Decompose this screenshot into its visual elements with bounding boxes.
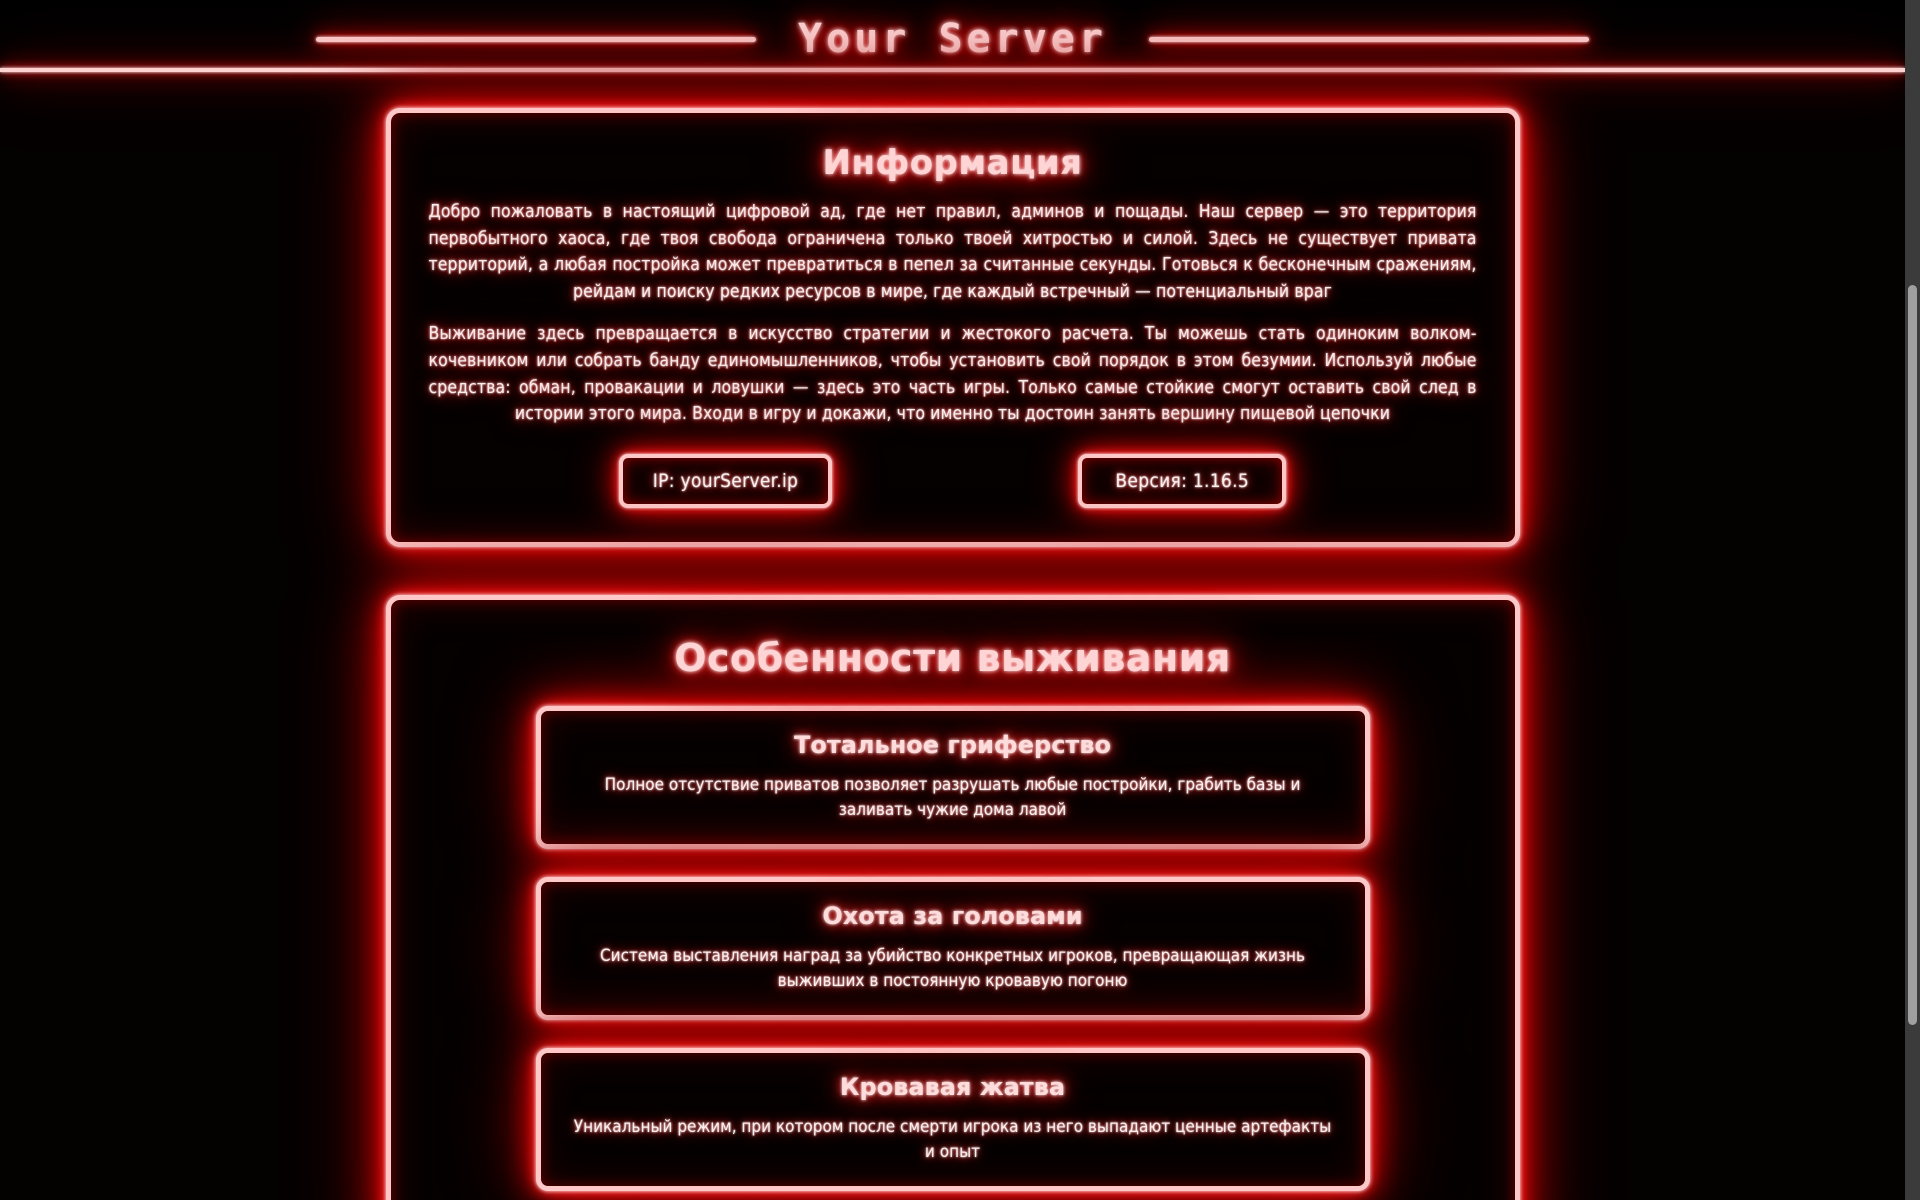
header-right-rule-decoration: [1149, 37, 1589, 42]
info-panel: [386, 108, 1520, 547]
feature-card-title: Тотальное гриферство: [793, 730, 1112, 759]
feature-card-griefing[interactable]: [536, 706, 1370, 849]
feature-card-blood-harvest[interactable]: [536, 1048, 1370, 1191]
info-paragraph-2: Выживание здесь превращается в искусство стратегии и жестокого расчета. Ты можешь стать одиноким волком-кочевником или собрать банду единомышленников, чтобы установить свой порядок в этом безумии. Используй любые средства: обман, провакации и ловушки — здесь это часть игры. Только самые стойкие смогут оставить свой след в истории этого мира. Входи в игру и докажи, что именно ты достоин занять вершину пищевой цепочки: [428, 324, 1477, 425]
features-panel: [386, 595, 1520, 1200]
header-underline-decoration: [0, 68, 1905, 72]
feature-card-description: Уникальный режим, при котором после смерти игрока из него выпадают ценные артефакты и опыт: [573, 1116, 1332, 1163]
feature-card-title: Кровавая жатва: [839, 1072, 1066, 1101]
page-scrollbar-thumb[interactable]: [1908, 285, 1917, 1025]
header-inner: [0, 16, 1905, 62]
site-header: [0, 0, 1905, 86]
site-title: Your Server: [798, 16, 1107, 62]
feature-card-title: Охота за головами: [822, 901, 1083, 930]
feature-card-bounty-hunt[interactable]: [536, 877, 1370, 1020]
version-badge[interactable]: Версия: 1.16.5: [1078, 454, 1286, 508]
features-section-title: Особенности выживания: [674, 635, 1231, 680]
header-left-rule-decoration: [316, 37, 756, 42]
info-paragraph-1: Добро пожаловать в настоящий цифровой ад, где нет правил, админов и пощады. Наш сервер — это территория первобытного хаоса, где твоя свобода ограничена только твоей хитростью и силой. Здесь не существует привата территорий, а любая постройка может превратиться в пепел за считанные секунды. Готовься к бесконечным сражениям, рейдам и поиску редких ресурсов в мире, где каждый встречный — потенциальный враг: [428, 202, 1477, 302]
server-badge-row: [413, 454, 1493, 508]
feature-card-description: Система выставления наград за убийство конкретных игроков, превращающая жизнь выживших в постоянную кровавую погоню: [599, 945, 1306, 992]
ip-badge[interactable]: IP: yourServer.ip: [619, 454, 832, 508]
feature-card-description: Полное отсутствие приватов позволяет разрушать любые постройки, грабить базы и заливать чужие дома лавой: [604, 774, 1301, 821]
page-scrollbar-track[interactable]: [1905, 0, 1920, 1200]
info-section-title: Информация: [822, 143, 1083, 183]
